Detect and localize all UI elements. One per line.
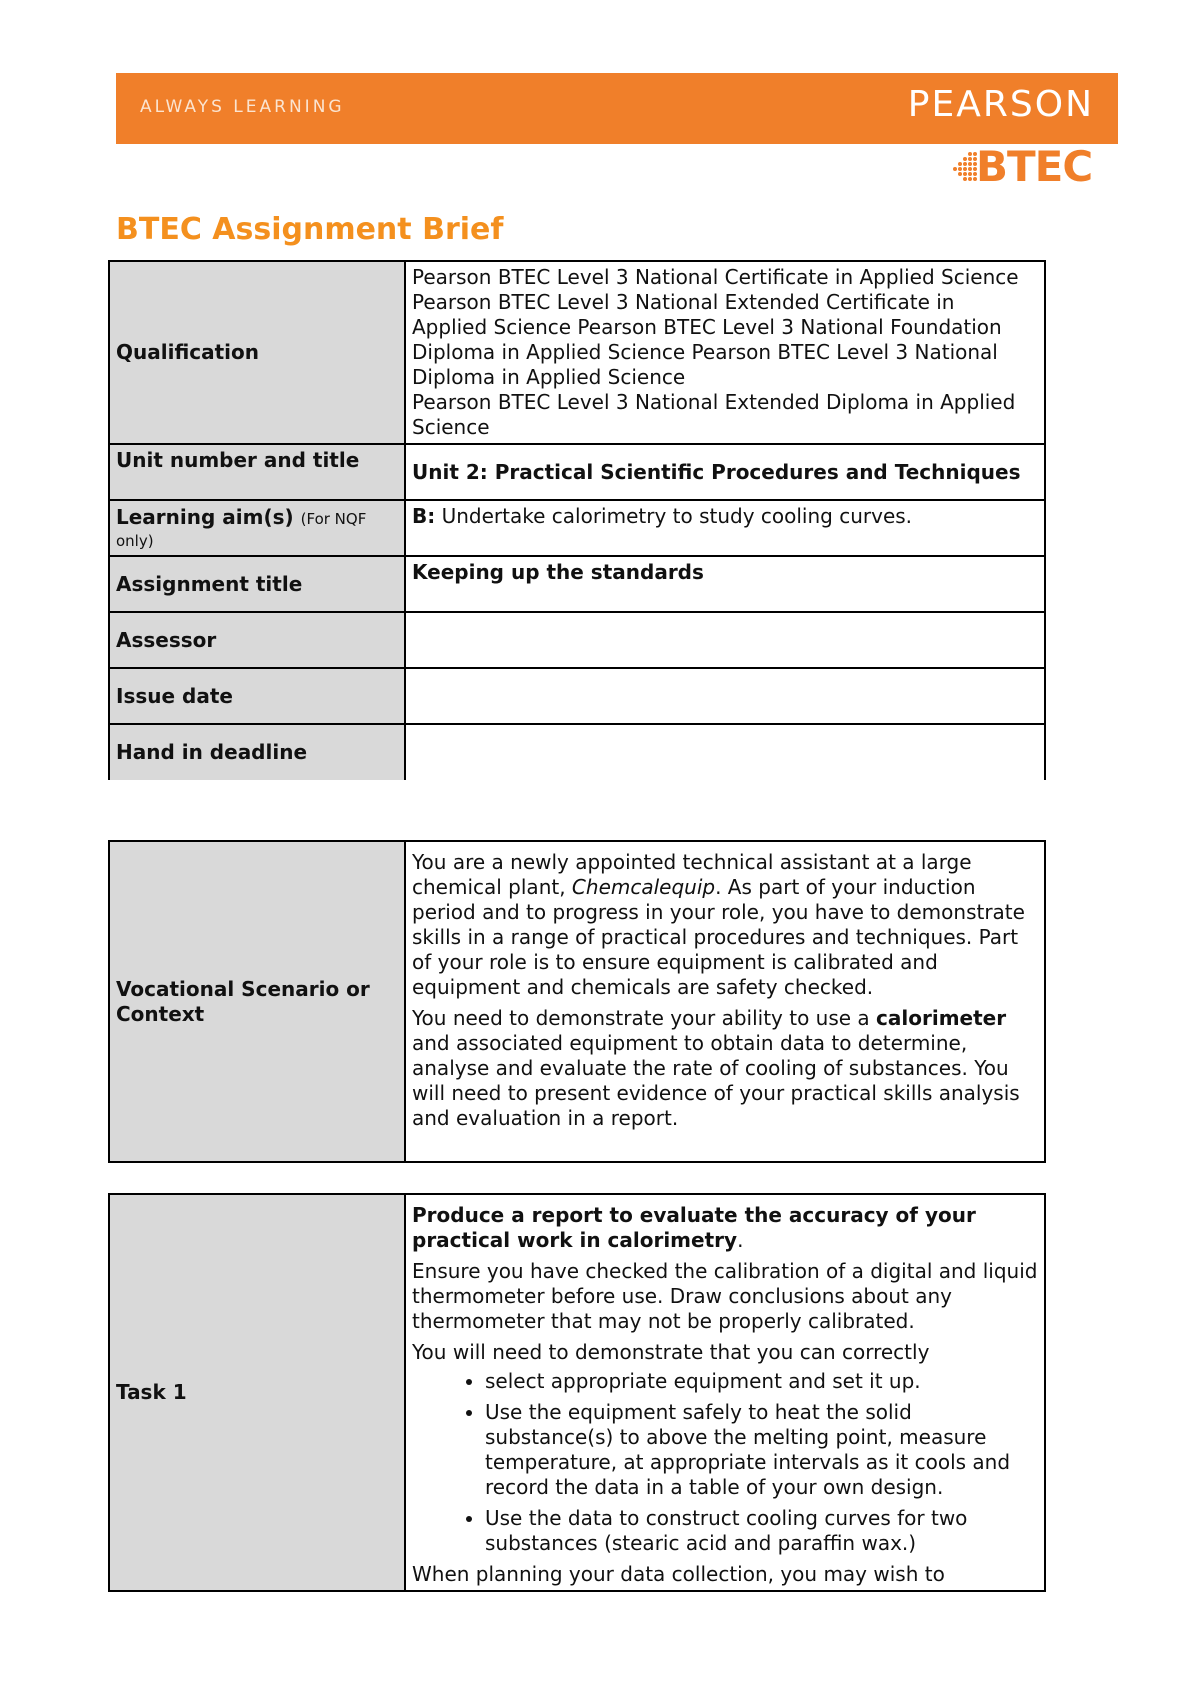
calorimeter-term: calorimeter	[876, 1006, 1007, 1030]
task1-table	[108, 1193, 1046, 1592]
scenario-table	[108, 840, 1046, 1163]
qualification-line: Applied Science Pearson BTEC Level 3 National Foundation	[412, 315, 1002, 339]
tagline: ALWAYS LEARNING	[140, 97, 345, 117]
scenario-text-part: . As part of your induction period and to progress in your role, you have to demonstrate skills in a range of practical procedures and techniques. Part of your role is to ensure equipment is calibrated and equipment and chemicals are safety checked.	[412, 875, 1025, 999]
list-item: • Use the equipment safely to heat the solid substance(s) to above the melting point, measure temperature, at appropriate intervals as it cools and record the data in a table of your own design.	[485, 1400, 1038, 1500]
unit-value: Unit 2: Practical Scientific Procedures and Techniques	[405, 444, 1045, 500]
scenario-text-part: You need to demonstrate your ability to use a	[412, 1006, 877, 1030]
header-banner	[116, 73, 1118, 144]
task1-paragraph: You will need to demonstrate that you can correctly	[412, 1340, 930, 1364]
learning-aims-label	[109, 500, 405, 556]
deadline-value	[405, 724, 1045, 780]
task1-label: Task 1	[109, 1194, 405, 1591]
scenario-text-part: and associated equipment to obtain data to determine, analyse and evaluate the rate of cooling of substances. You will need to present evidence of your practical skills analysis and evaluation in a report.	[412, 1031, 1020, 1130]
scenario-text-part: You are a newly appointed technical assistant at a large chemical plant,	[412, 850, 972, 899]
scenario-text	[405, 841, 1045, 1162]
assignment-title-label: Assignment title	[109, 556, 405, 612]
qualification-label: Qualification	[109, 261, 405, 444]
scenario-paragraph	[412, 1006, 1038, 1131]
qualification-line: Diploma in Applied Science Pearson BTEC Level 3 National	[412, 340, 998, 364]
learning-aim-value	[405, 500, 1045, 556]
pearson-logo: PEARSON	[907, 84, 1094, 125]
qualification-value	[405, 261, 1045, 444]
task1-content	[405, 1194, 1045, 1591]
list-item: • select appropriate equipment and set it up.	[485, 1369, 1038, 1394]
btec-wordmark: BTEC	[976, 142, 1093, 191]
brief-table	[108, 260, 1046, 780]
scenario-paragraph	[412, 850, 1038, 1000]
task1-paragraph: When planning your data collection, you may wish to	[412, 1562, 945, 1586]
assignment-title-value: Keeping up the standards	[405, 556, 1045, 612]
list-item: • Use the data to construct cooling curves for two substances (stearic acid and paraffin wax.)	[485, 1506, 1038, 1556]
task1-bullet-list	[412, 1369, 1038, 1556]
qualification-line: Diploma in Applied Science	[412, 365, 686, 389]
learning-aim-text: Undertake calorimetry to study cooling curves.	[435, 504, 913, 528]
dots-icon	[948, 150, 978, 186]
assessor-value	[405, 612, 1045, 668]
task1-heading-text: Produce a report to evaluate the accuracy of your practical work in calorimetry	[412, 1203, 976, 1252]
company-name: Chemcalequip	[571, 875, 716, 899]
qualification-line: Pearson BTEC Level 3 National Certificate in Applied Science	[412, 265, 1019, 289]
qualification-line: Science	[412, 415, 490, 439]
learning-aims-label-text: Learning aim(s)	[116, 505, 294, 529]
qualification-line: Pearson BTEC Level 3 National Extended Certificate in	[412, 290, 955, 314]
learning-aims-note: (For NQF only)	[116, 510, 367, 550]
assessor-label: Assessor	[109, 612, 405, 668]
unit-label: Unit number and title	[109, 444, 405, 500]
task1-heading	[412, 1203, 1038, 1253]
deadline-label: Hand in deadline	[109, 724, 405, 780]
btec-logo	[948, 142, 1098, 192]
page-title: BTEC Assignment Brief	[116, 212, 504, 247]
scenario-label: Vocational Scenario or Context	[109, 841, 405, 1162]
issue-date-label: Issue date	[109, 668, 405, 724]
issue-date-value	[405, 668, 1045, 724]
task1-paragraph: Ensure you have checked the calibration of a digital and liquid thermometer before use. Draw conclusions about any thermometer that may not be properly calibrated.	[412, 1259, 1038, 1333]
learning-aim-code: B:	[412, 504, 436, 528]
task1-heading-end: .	[737, 1228, 744, 1252]
qualification-line: Pearson BTEC Level 3 National Extended Diploma in Applied	[412, 390, 1016, 414]
